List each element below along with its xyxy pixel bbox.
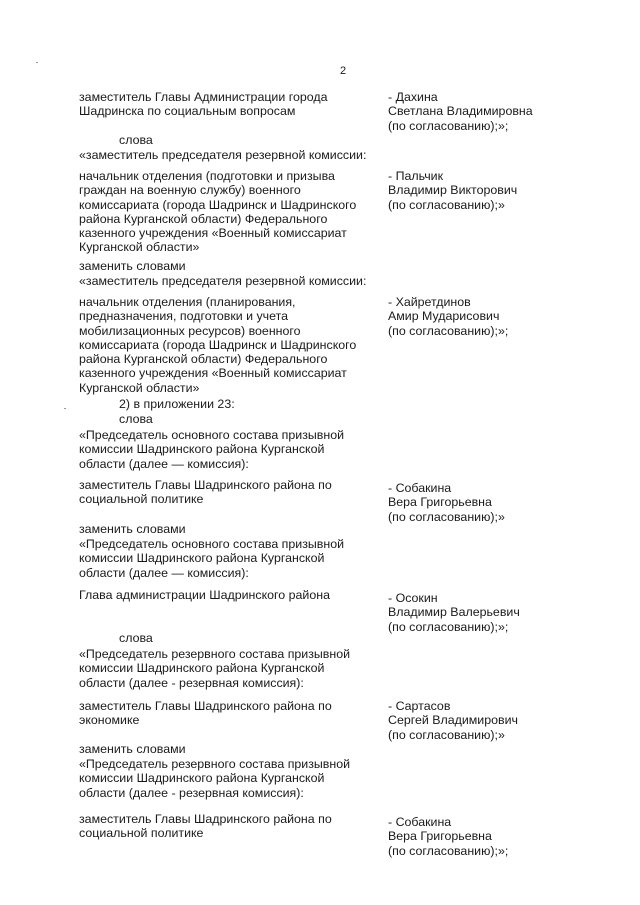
person-name: - Собакина Вера Григорьевна (по согласованию);» bbox=[388, 481, 505, 524]
person-name: - Сартасов Сергей Владимирович (по согласованию);» bbox=[388, 699, 518, 742]
position-text: заместитель Главы Администрации города Шадринска по социальным вопросам bbox=[79, 90, 328, 119]
keyword-slova: слова bbox=[119, 133, 153, 147]
page-number: 2 bbox=[340, 65, 347, 77]
person-name: - Собакина Вера Григорьевна (по согласованию);»; bbox=[388, 815, 509, 858]
quoted-heading: «заместитель председателя резервной комиссии: bbox=[79, 274, 367, 288]
list-item-heading: 2) в приложении 23: bbox=[119, 397, 235, 411]
position-text: заместитель Главы Шадринского района по социальной политике bbox=[79, 812, 332, 841]
quoted-heading: «заместитель председателя резервной комиссии: bbox=[79, 148, 367, 162]
position-text: начальник отделения (планирования, предназначения, подготовки и учета мобилизационных ресурсов) военного комиссариата (города Шадринск и Шадринского района Курганской области) Федерального казенного учреждения «Военный комиссариат Курганской области» bbox=[79, 295, 357, 395]
keyword-zamenit: заменить словами bbox=[79, 742, 186, 756]
keyword-slova: слова bbox=[119, 412, 153, 426]
keyword-zamenit: заменить словами bbox=[79, 259, 186, 273]
person-name: - Осокин Владимир Валерьевич (по согласованию);»; bbox=[388, 591, 520, 634]
keyword-zamenit: заменить словами bbox=[79, 522, 186, 536]
person-name: - Дахина Светлана Владимировна (по согласованию);»; bbox=[388, 90, 533, 133]
person-name: - Пальчик Владимир Викторович (по согласованию);» bbox=[388, 169, 518, 212]
position-text: заместитель Главы Шадринского района по экономике bbox=[79, 699, 332, 728]
quoted-heading: «Председатель резервного состава призывной комиссии Шадринского района Курганской области (далее - резервная комиссия): bbox=[79, 647, 351, 690]
position-text: начальник отделения (подготовки и призыва граждан на военную службу) военного комиссариата (города Шадринск и Шадринского района Курганской области) Федерального казенного учреждения «Военный комиссариат Курганской области» bbox=[79, 169, 357, 255]
quoted-heading: «Председатель резервного состава призывной комиссии Шадринского района Курганской области (далее - резервная комиссия): bbox=[79, 757, 351, 800]
keyword-slova: слова bbox=[119, 631, 153, 645]
scan-speck bbox=[36, 62, 38, 63]
person-name: - Хайретдинов Амир Мударисович (по согласованию);»; bbox=[388, 295, 509, 338]
quoted-heading: «Председатель основного состава призывной комиссии Шадринского района Курганской области (далее — комиссия): bbox=[79, 428, 345, 471]
quoted-heading: «Председатель основного состава призывной комиссии Шадринского района Курганской области (далее — комиссия): bbox=[79, 537, 345, 580]
position-text: Глава администрации Шадринского района bbox=[79, 588, 330, 602]
position-text: заместитель Главы Шадринского района по социальной политике bbox=[79, 478, 332, 507]
scan-speck bbox=[64, 408, 66, 409]
